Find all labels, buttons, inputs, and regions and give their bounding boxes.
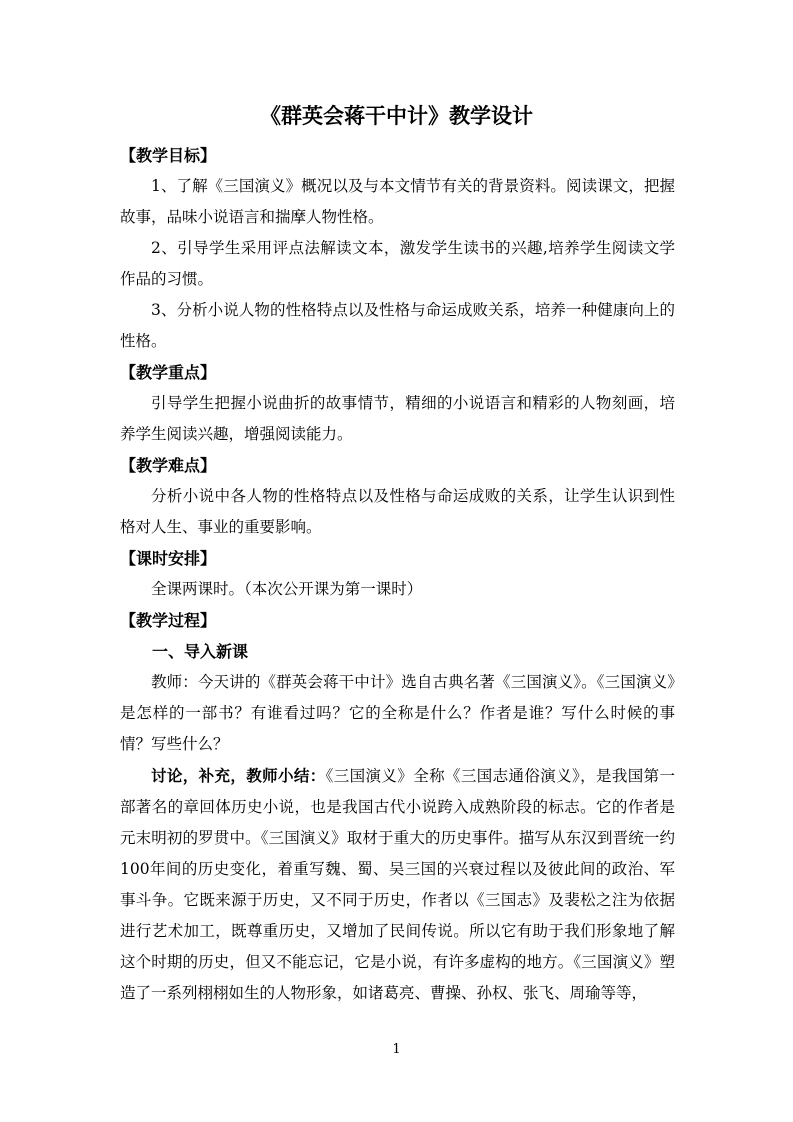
page-number: 1 <box>392 1042 401 1057</box>
heading-key-points: 【教学重点】 <box>120 363 217 382</box>
summary-text: 《三国演义》全称《三国志通俗演义》，是我国第一部著名的章回体历史小说，也是我国古代小说跨入成熟阶段的标志。它的作者是元末明初的罗贯中。《三国演义》取材于重大的历史事件。描写从东汉到晋统一约100年间的历史变化，着重写魏、蜀、吴三国的兴衰过程以及彼此间的政治、军事斗争。它既来源于历史，又不同于历史，作者以《三国志》及裴松之注为依据进行艺术加工，既尊重历史，又增加了民间传说。所以它有助于我们形象地了解这个时期的历史，但又不能忘记，它是小说，有许多虚构的地方。《三国演义》塑造了一系列栩栩如生的人物形象，如诸葛亮、曹操、孙权、张飞、周瑜等等， <box>120 767 675 1002</box>
heading-schedule: 【课时安排】 <box>120 549 217 568</box>
teacher-intro-text: 教师：今天讲的《群英会蒋干中计》选自古典名著《三国演义》。《三国演义》是怎样的一部书？有谁看过吗？它的全称是什么？作者是谁？写什么时候的事情？写些什么？ <box>120 673 675 753</box>
schedule-text: 全课两课时。（本次公开课为第一课时） <box>151 580 423 598</box>
heading-process: 【教学过程】 <box>120 611 217 630</box>
goal-item-1: 1、了解《三国演义》概况以及与本文情节有关的背景资料。阅读课文，把握故事，品味小说语言和揣摩人物性格。 <box>120 177 675 226</box>
summary-lead: 讨论，补充，教师小结： <box>151 766 326 785</box>
document-title: 《群英会蒋干中计》教学设计 <box>260 103 533 128</box>
key-points-text: 引导学生把握小说曲折的故事情节，精细的小说语言和精彩的人物刻画，培养学生阅读兴趣，增强阅读能力。 <box>120 394 675 443</box>
summary-paragraph <box>120 760 675 1009</box>
step-1-title: 一、导入新课 <box>152 642 249 661</box>
heading-goals: 【教学目标】 <box>120 146 217 165</box>
heading-difficulties: 【教学难点】 <box>120 456 217 475</box>
goal-item-3: 3、分析小说人物的性格特点以及性格与命运成败关系，培养一种健康向上的性格。 <box>120 301 675 350</box>
document-body <box>120 140 675 1009</box>
goal-item-2: 2、引导学生采用评点法解读文本，激发学生读书的兴趣,培养学生阅读文学作品的习惯。 <box>120 239 675 288</box>
difficulties-text: 分析小说中各人物的性格特点以及性格与命运成败的关系，让学生认识到性格对人生、事业的重要影响。 <box>120 487 675 536</box>
